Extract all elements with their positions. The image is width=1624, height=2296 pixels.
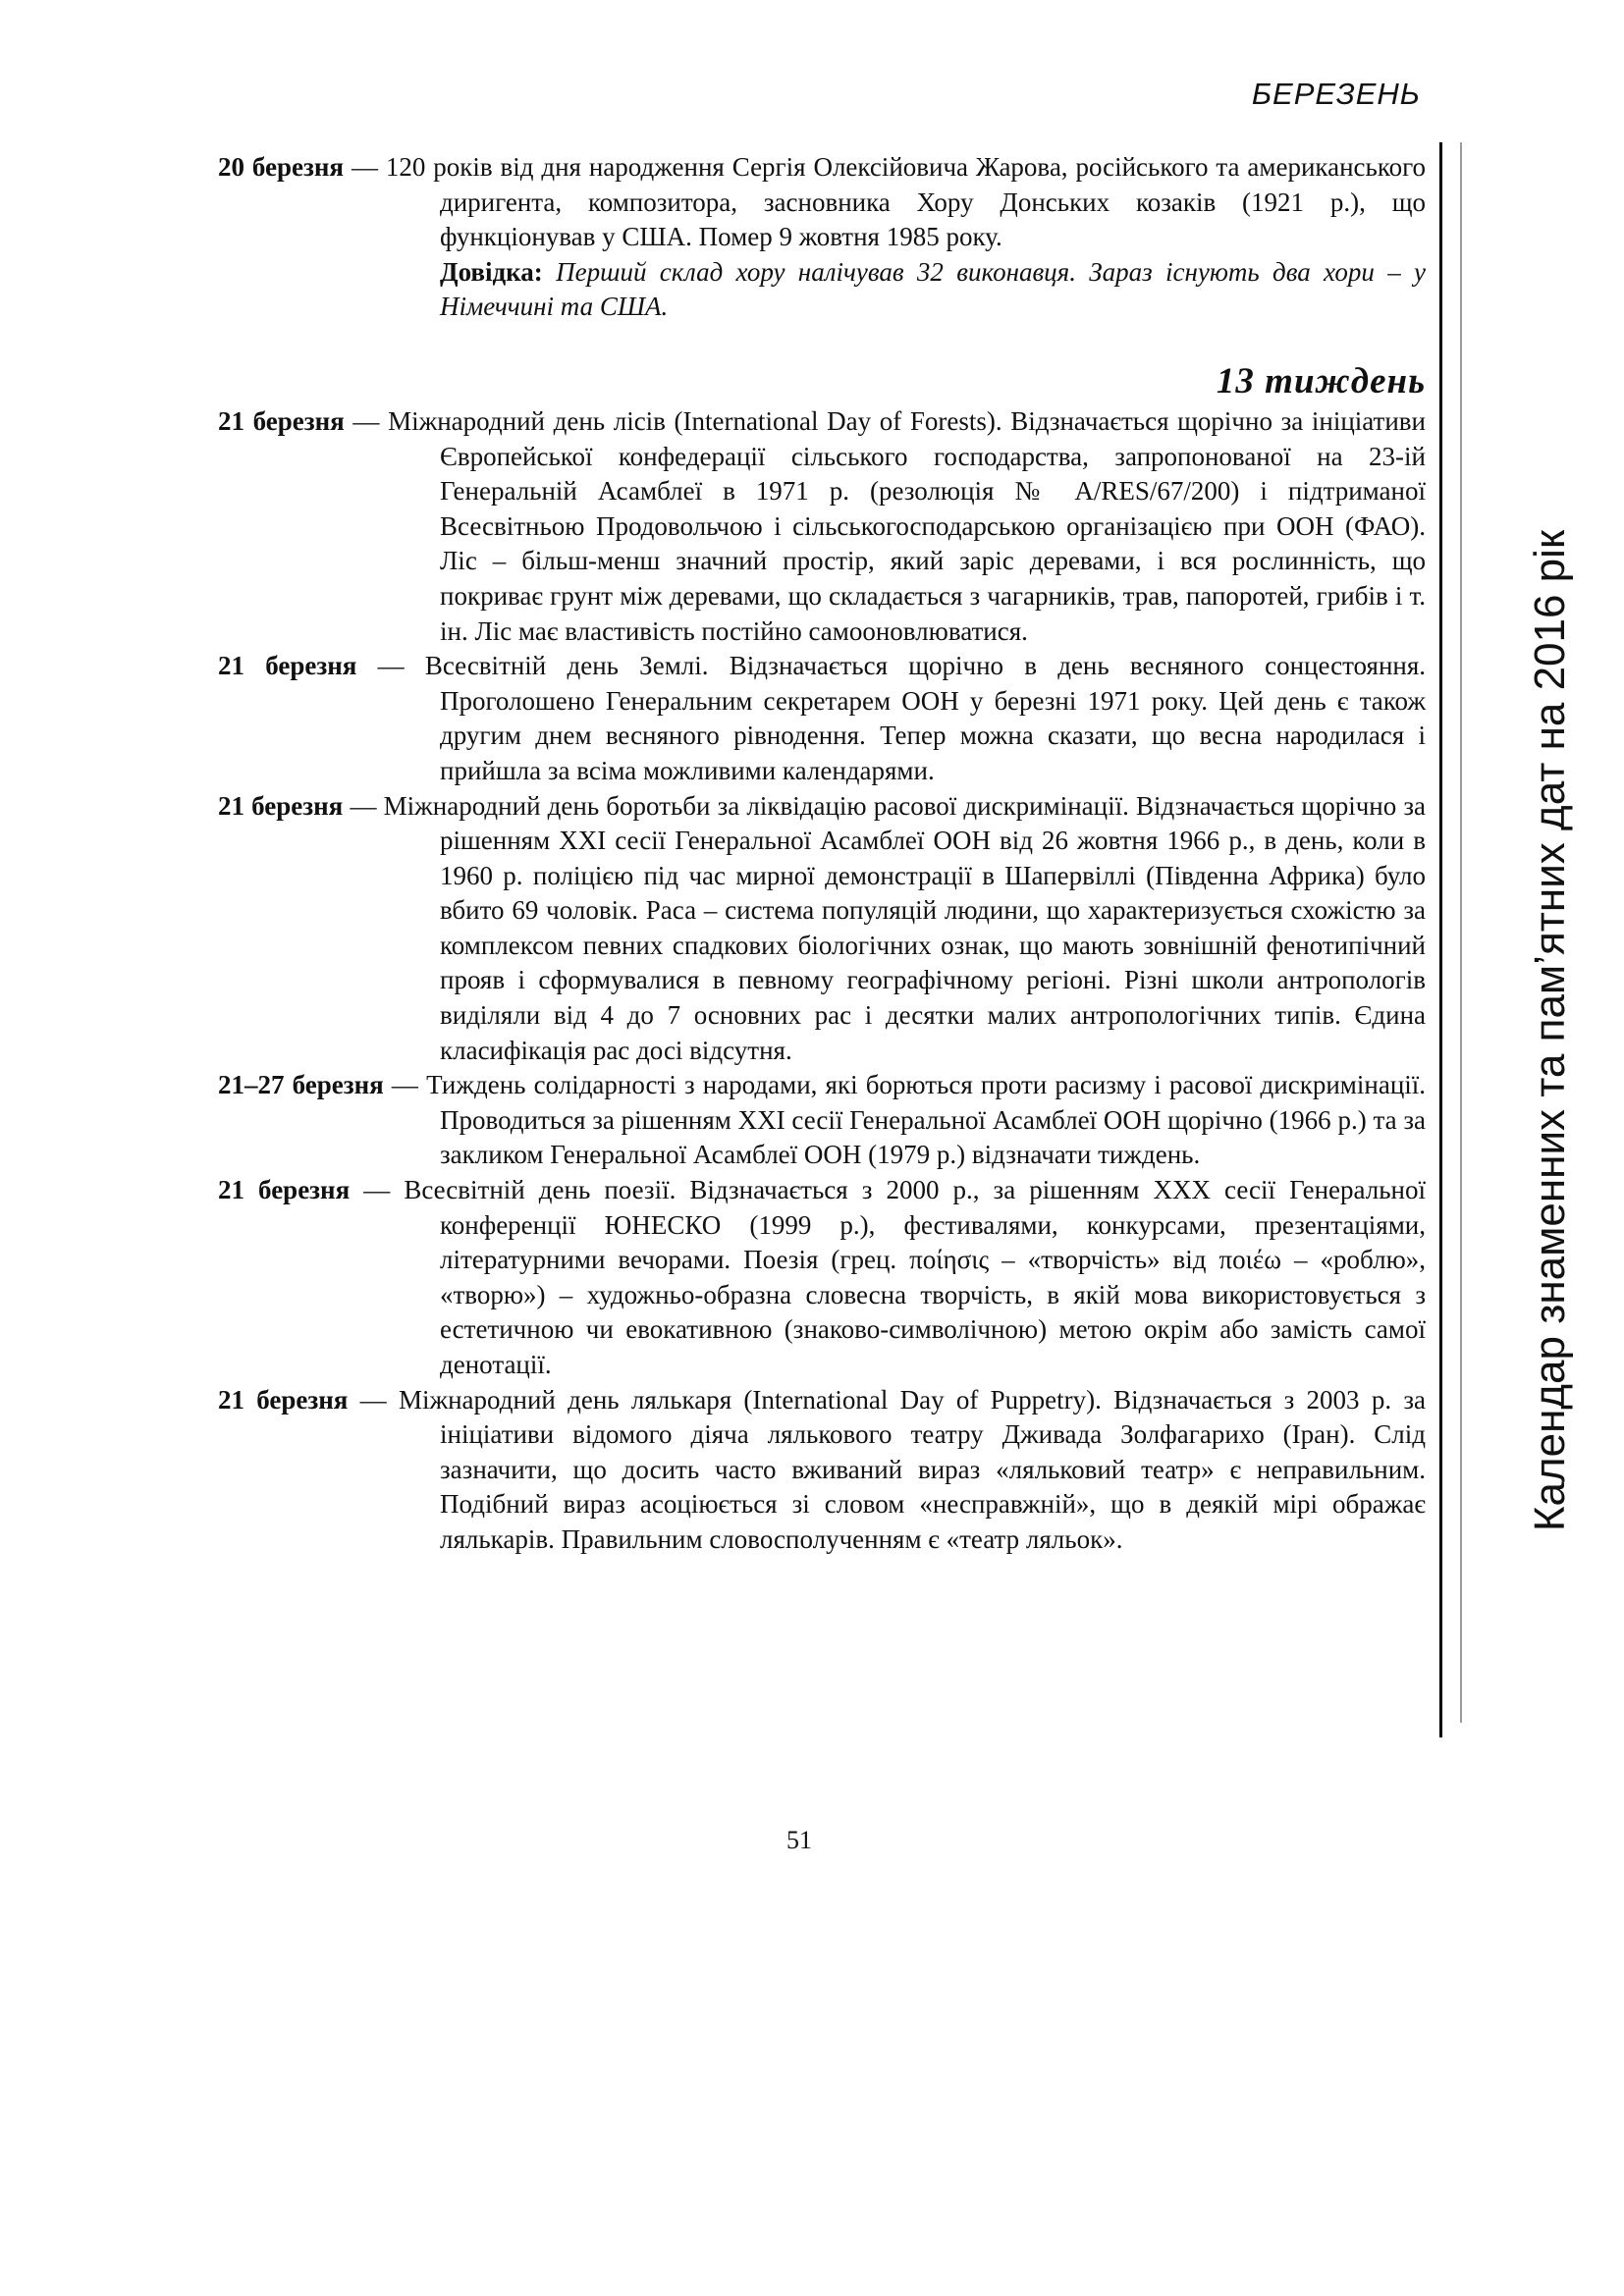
entry-date: 21 березня [218, 405, 345, 436]
entry-date: 21 березня [218, 1175, 351, 1205]
entry-dash: — [391, 1070, 418, 1100]
entry-date: 21 березня [218, 790, 344, 821]
side-book-title: Календар знаменних та пам’ятних дат на 2016 рік [1526, 529, 1574, 1532]
entry-date: 21 березня [218, 651, 357, 681]
entry-dash: — [377, 651, 405, 681]
entry-dash: — [363, 1175, 391, 1205]
entry-date: 20 березня [218, 152, 345, 182]
entry-text: Всесвітній день Землі. Відзначається щорічно в день весняного сонцестояння. Проголошено Генеральним секретарем ООН у березні 1971 року. Цей день є також другим днем весняного рівнодення. Тепер можна сказати, що весна народилася і прийшла за всіма можливими календарями. [424, 651, 1427, 785]
calendar-entry [218, 404, 1426, 649]
calendar-entry [218, 649, 1426, 788]
entry-dash: — [359, 1384, 387, 1415]
entry-date: 21–27 березня [218, 1070, 384, 1100]
margin-rule-inner [1460, 142, 1462, 1723]
page-number [0, 1826, 1624, 1855]
calendar-entry [218, 1173, 1426, 1383]
entry-text: Міжнародний день лісів (International Day of Forests). Відзначається щорічно за ініціативи Європейської конфедерації сільського господарства, запропонованої на 23-ій Генеральній Асамблеї в 1971 р. (резолюція № A/RES/67/200) і підтриманої Всесвітньою Продовольчою і сільськогосподарською організацією при ООН (ФАО). Ліс – більш-менш значний простір, який заріс деревами, і вся рослинність, що покриває грунт між деревами, що складається з чагарників, трав, папоротей, грибів і т. ін. Ліс має властивість постійно самооновлюватися. [388, 405, 1427, 646]
reference-label: Довідка: [440, 256, 543, 287]
calendar-entry [218, 150, 1426, 325]
reference-text: Перший склад хору налічував 32 виконавця. Зараз існують два хори – у Німеччині та США. [440, 256, 1426, 322]
calendar-entry [218, 789, 1426, 1069]
page-content [218, 150, 1426, 1558]
reference-note [440, 255, 1426, 325]
margin-rule-outer [1439, 142, 1442, 1737]
entry-text: Міжнародний день лялькаря (International Day of Puppetry). Відзначається з 2003 р. за ініціативи відомого діяча лялькового театру Дживада Золфагарихо (Іран). Слід зазначити, що досить часто вживаний вираз «ляльковий театр» є неправильним. Подібний вираз асоціюється зі словом «несправжній», що в деякій мірі ображає лялькарів. Правильним словосполученням є «театр ляльок». [398, 1384, 1426, 1554]
week-heading: 13 тиждень [1216, 360, 1426, 401]
entry-dash: — [352, 405, 380, 436]
calendar-entry [218, 1068, 1426, 1173]
running-header: БЕРЕЗЕНЬ [1251, 77, 1421, 111]
entry-text: Міжнародний день боротьби за ліквідацію расової дискримінації. Відзначається щорічно за рішенням XXI сесії Генеральної Асамблеї ООН від 26 жовтня 1966 р., в день, коли в 1960 р. поліцією під час мирної демонстрації в Шапервіллі (Південна Африка) було вбито 69 чоловік. Раса – система популяцій людини, що характеризується схожістю за комплексом певних спадкових біологічних ознак, що мають зовнішній фенотипічний прояв і сформувалися в певному географічному регіоні. Різні школи антропологів виділяли від 4 до 7 основних рас і десятки малих антропологічних типів. Єдина класифікація рас досі відсутня. [383, 790, 1427, 1065]
calendar-entry [218, 1383, 1426, 1558]
entry-text: Всесвітній день поезії. Відзначається з 2000 р., за рішенням XXX сесії Генеральної конференції ЮНЕСКО (1999 р.), фестивалями, конкурсами, презентаціями, літературними вечорами. Поезія (грец. ποίησις – «творчість» від ποιέω – «роблю», «творю») – художньо-образна словесна творчість, в якій мова використовується з естетичною чи евокативною (знаково-символічною) метою окрім або замість самої денотації. [404, 1175, 1426, 1379]
entry-date: 21 березня [218, 1384, 349, 1415]
entry-text: Тиждень солідарності з народами, які борються проти расизму і расової дискримінації. Проводиться за рішенням XXI сесії Генеральної Асамблеї ООН щорічно (1966 р.) та за закликом Генеральної Асамблеї ООН (1979 р.) відзначати тиждень. [426, 1070, 1427, 1170]
page-number-text: 51 [786, 1826, 812, 1854]
entry-text: 120 років від дня народження Сергія Олексійовича Жарова, російського та американського диригента, композитора, засновника Хору Донських козаків (1921 р.), що функціонував у США. Помер 9 жовтня 1985 року. [385, 152, 1426, 252]
entry-dash: — [351, 152, 378, 182]
entry-dash: — [350, 790, 377, 821]
